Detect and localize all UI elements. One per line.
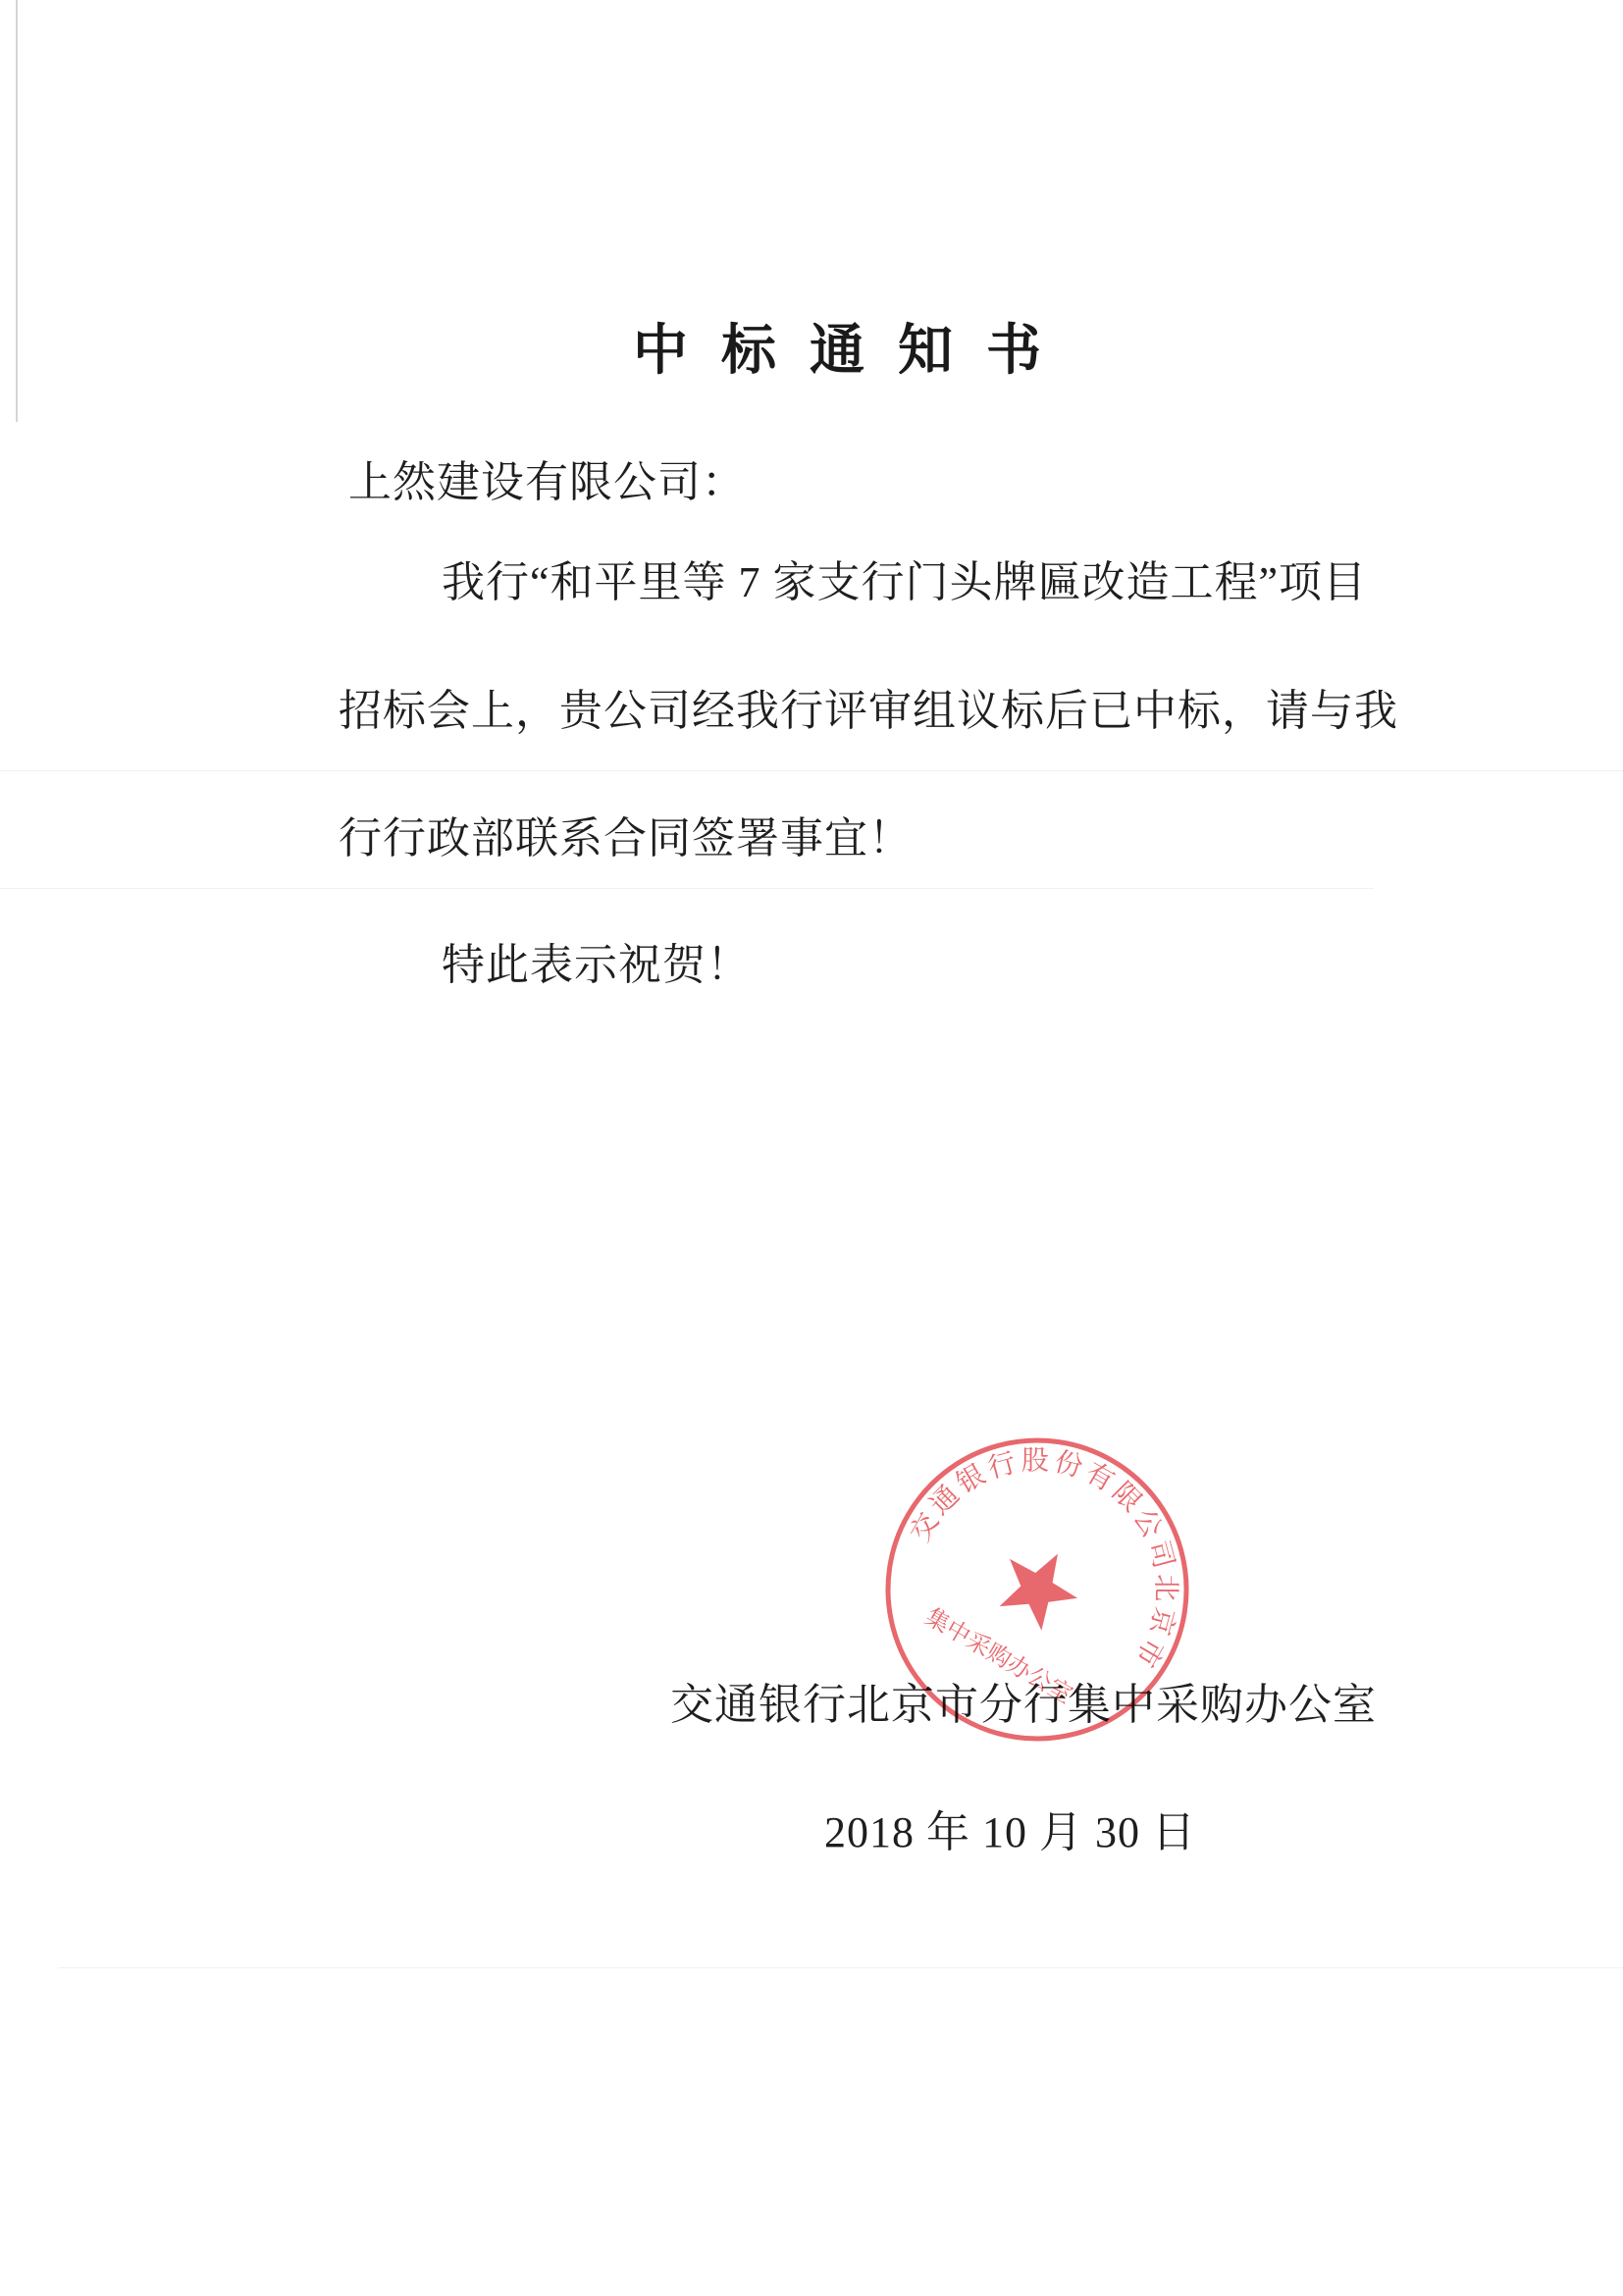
scan-edge-artifact [16,0,18,422]
seal-inner-text: 集中采购办公室 [920,1604,1076,1709]
document-title: 中标通知书 [633,321,1074,382]
addressee: 上然建设有限公司： [348,458,746,506]
body-line: 招标会上，贵公司经我行评审组议标后已中标，请与我 [339,687,1398,735]
body-line: 我行“和平里等 7 家支行门头牌匾改造工程”项目 [442,558,1368,606]
scan-line-artifact [59,1967,1623,1968]
scan-line-artifact [0,888,1374,889]
seal-outer-text: 交通银行股份有限公司北京市 [905,1445,1181,1676]
issuer-signature: 交通银行北京市分行集中采购办公室 [670,1681,1377,1729]
official-seal [880,1433,1194,1747]
star-icon [986,1535,1091,1639]
issue-date: 2018 年 10 月 30 日 [824,1808,1196,1856]
closing-line: 特此表示祝贺！ [442,941,751,989]
scan-line-artifact [0,770,1623,771]
body-line: 行行政部联系合同签署事宜！ [339,814,913,862]
